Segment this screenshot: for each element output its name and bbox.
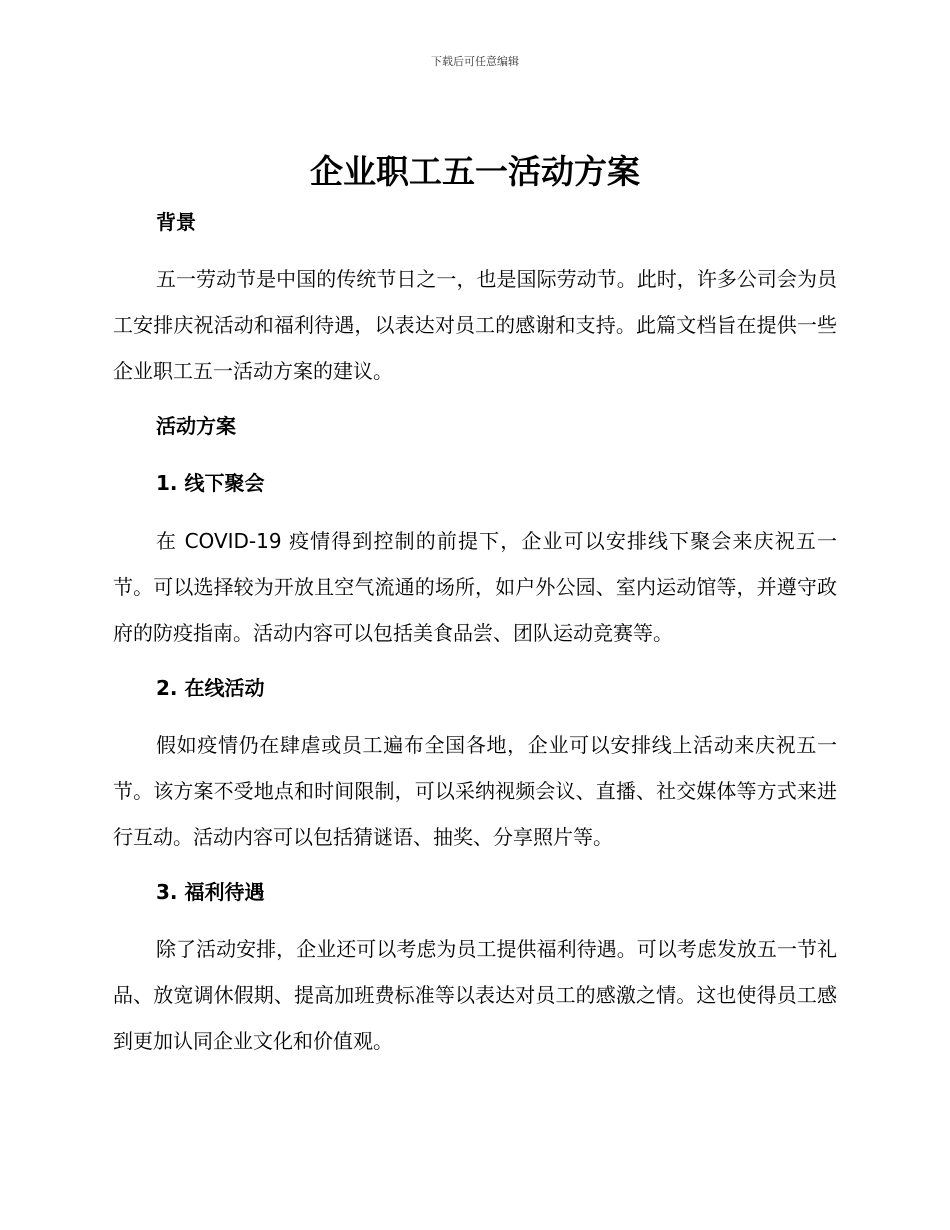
section-heading-benefits: 3. 福利待遇 bbox=[156, 880, 265, 904]
paragraph-online: 假如疫情仍在肆虐或员工遍布全国各地，企业可以安排线上活动来庆祝五一节。该方案不受地点和时间限制，可以采纳视频会议、直播、社交媒体等方式来进行互动。活动内容可以包括猜谜语、抽奖、分享照片等。 bbox=[113, 733, 837, 849]
paragraph-background: 五一劳动节是中国的传统节日之一，也是国际劳动节。此时，许多公司会为员工安排庆祝活动和福利待遇，以表达对员工的感谢和支持。此篇文档旨在提供一些企业职工五一活动方案的建议。 bbox=[113, 267, 837, 383]
document-title: 企业职工五一活动方案 bbox=[310, 152, 640, 191]
section-heading-plan: 活动方案 bbox=[156, 414, 236, 438]
paragraph-benefits: 除了活动安排，企业还可以考虑为员工提供福利待遇。可以考虑发放五一节礼品、放宽调休假期、提高加班费标准等以表达对员工的感激之情。这也使得员工感到更加认同企业文化和价值观。 bbox=[113, 937, 837, 1053]
section-heading-background: 背景 bbox=[156, 210, 196, 234]
section-heading-online: 2. 在线活动 bbox=[156, 676, 265, 700]
paragraph-offline: 在 COVID-19 疫情得到控制的前提下，企业可以安排线下聚会来庆祝五一节。可以选择较为开放且空气流通的场所，如户外公园、室内运动馆等，并遵守政府的防疫指南。活动内容可以包括美食品尝、团队运动竞赛等。 bbox=[113, 529, 837, 645]
section-heading-offline: 1. 线下聚会 bbox=[156, 471, 265, 495]
header-note: 下载后可任意编辑 bbox=[431, 55, 519, 68]
